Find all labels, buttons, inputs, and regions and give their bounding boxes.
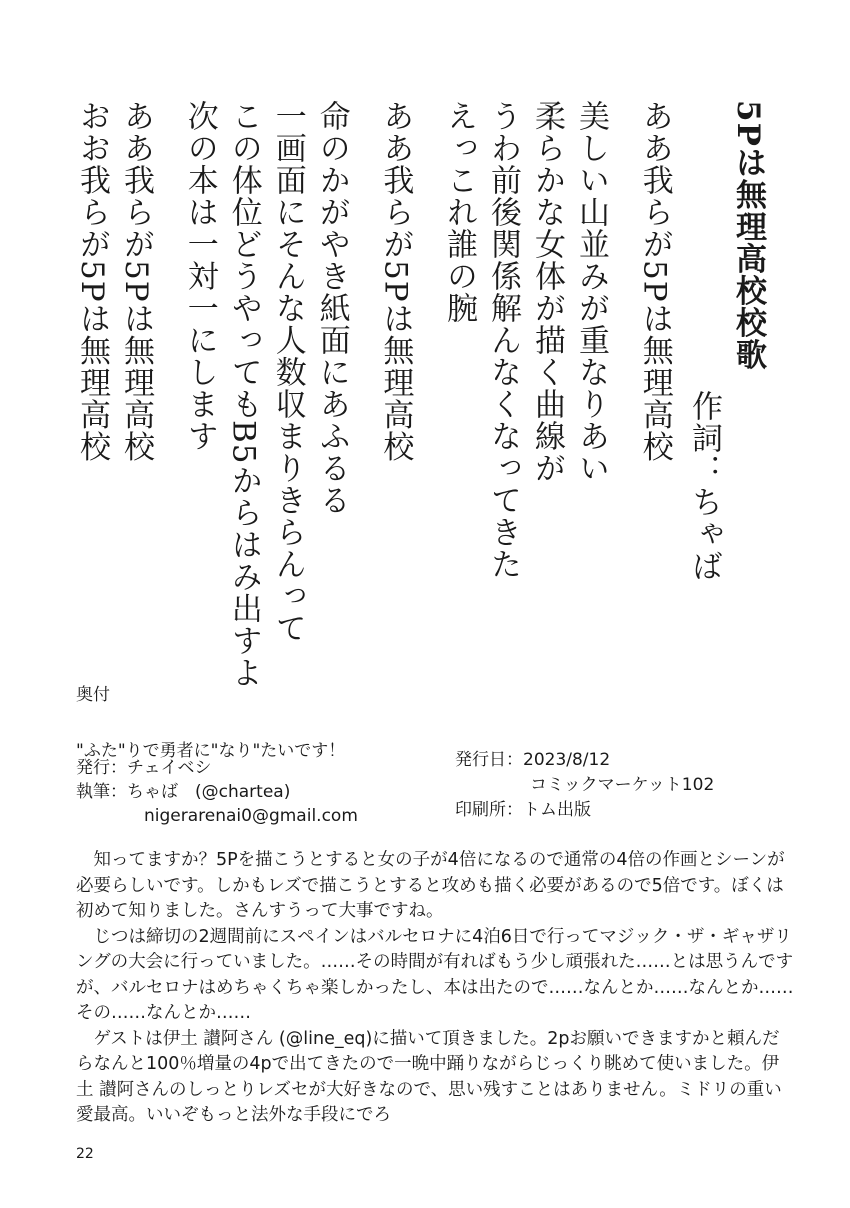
poem-line: ああ我らが5Pは無理高校 — [118, 100, 155, 463]
afterword — [76, 848, 796, 1129]
poem-line: ああ我らが5Pは無理高校 — [636, 100, 673, 463]
publish-date: 発行日：2023/8/12 — [455, 750, 611, 770]
poem-line: 次の本は一対一にします — [181, 100, 218, 452]
printer: 印刷所：トム出版 — [455, 800, 591, 820]
poem-author: 作詞：ちゃば — [686, 390, 722, 582]
afterword-paragraph: ゲストは伊土 讃阿さん (@line_eq)に描いて頂きました。2pお願いできますかと頼んだらなんと100％増量の4pで出てきたので一晩中踊りながらじっくり眺めて使いました。伊土 讃阿さんのしっとりレズセが大好きなので、思い残すことはありません。ミドリの重い愛最高。いいぞもっと法外な手段にでろ — [76, 1028, 782, 1125]
poem-line: この体位どうやってもB5からはみ出すよ — [225, 100, 262, 689]
poem-line: 一画面にそんな人数収まりきらんって — [269, 100, 306, 644]
email: nigerarenai0@gmail.com — [144, 806, 358, 826]
book-title: "ふた"りで勇者に"なり"たいです！ — [76, 741, 346, 761]
poem-line: えっこれ誰の腕 — [441, 100, 478, 324]
school-song-poem — [70, 100, 770, 689]
afterword-paragraph: 知ってますか？5Pを描こうとすると女の子が4倍になるので通常の4倍の作画とシーンが必要らしいです。しかもレズで描こうとすると攻めも描く必要があるので5倍です。ぼくは初めて知りました。さんすうって大事ですね。 — [76, 850, 785, 921]
poem-line: 命のかがやき紙面にあふるる — [313, 100, 350, 516]
author-credit: 執筆：ちゃば (@chartea) — [76, 782, 291, 802]
page-number: 22 — [76, 1146, 94, 1162]
colophon-label: 奥付 — [76, 685, 110, 705]
poem-line: ああ我らが5Pは無理高校 — [377, 100, 414, 463]
poem-line: 美しい山並みが重なりあい — [573, 100, 610, 484]
event-name: コミックマーケット102 — [530, 775, 715, 795]
poem-line: 柔らかな女体が描く曲線が — [529, 100, 566, 484]
publisher: 発行：チェイベシ — [76, 758, 212, 778]
poem-line: うわ前後関係解んなくなってきた — [485, 100, 522, 580]
colophon-right — [455, 748, 714, 823]
colophon-left — [76, 756, 358, 828]
afterword-paragraph: じつは締切の2週間前にスペインはバルセロナに4泊6日で行ってマジック・ザ・ギャザリングの大会に行っていました。……その時間が有ればもう少し頑張れた……とは思うんですが、バルセロナはめちゃくちゃ楽しかったし、本は出たので……なんとか……なんとか……その……なんとか…… — [76, 926, 794, 1023]
poem-line: おお我らが5Pは無理高校 — [74, 100, 111, 463]
poem-title: 5Pは無理高校校歌 — [730, 100, 766, 371]
